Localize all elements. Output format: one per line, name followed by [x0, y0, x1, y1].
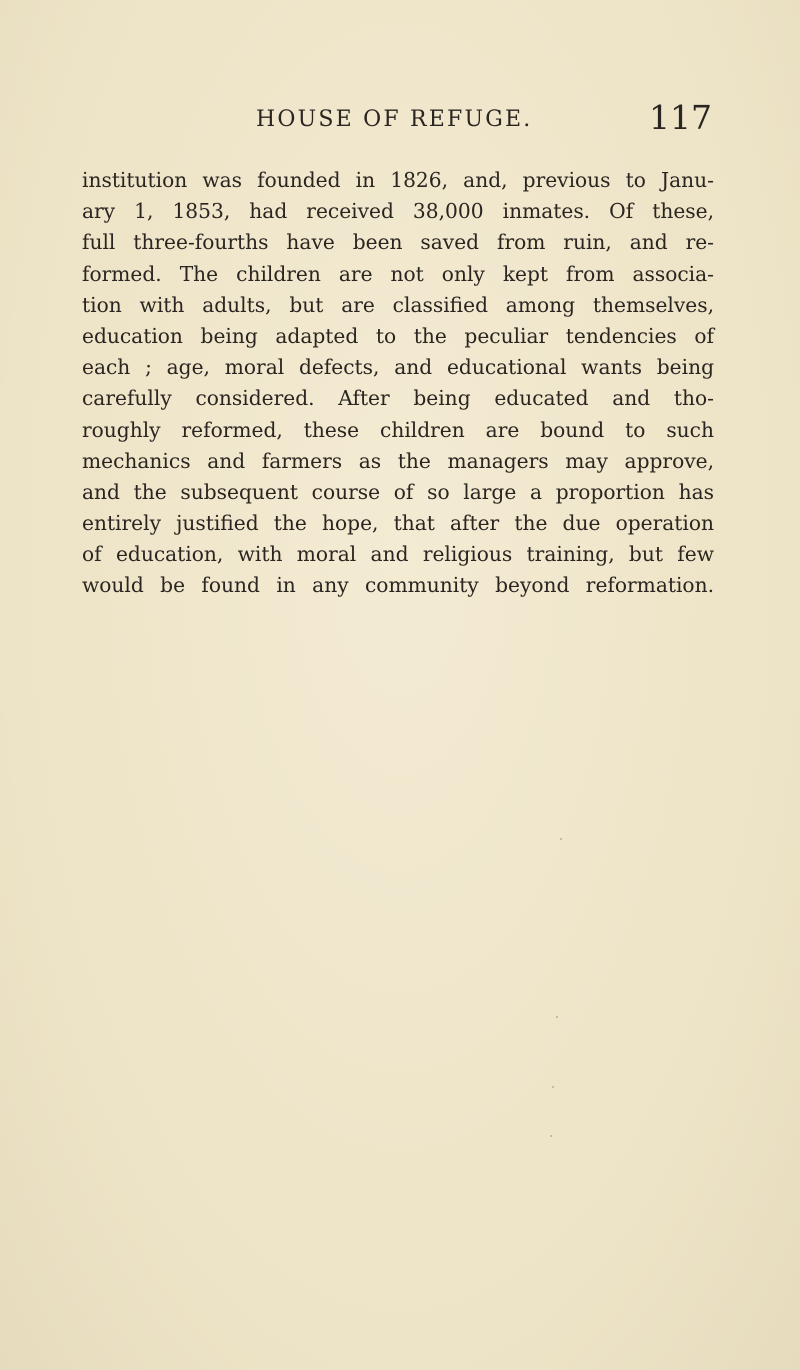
text-line: mechanics and farmers as the managers may approve, [82, 448, 714, 473]
text-line: ary 1, 1853, had received 38,000 inmates. Of these, [82, 199, 714, 224]
paper-speck [552, 1086, 554, 1088]
text-line: of education, with moral and religious training, but few [82, 542, 714, 567]
paper-speck [560, 838, 562, 840]
paper-speck [556, 1016, 558, 1018]
text-line: full three-fourths have been saved from ruin, and re- [82, 230, 714, 255]
paper-speck [550, 1135, 552, 1137]
text-line: formed. The children are not only kept from associa- [82, 261, 714, 286]
page-number: 117 [649, 98, 712, 137]
body-paragraph [82, 165, 714, 602]
text-line: institution was founded in 1826, and, previous to Janu- [82, 168, 714, 192]
text-line: roughly reformed, these children are bound to such [82, 417, 714, 442]
text-line: and the subsequent course of so large a proportion has [82, 479, 714, 504]
text-line: would be found in any community beyond reformation. [82, 573, 714, 598]
running-title: HOUSE OF REFUGE. [256, 107, 533, 132]
running-head [82, 98, 712, 137]
text-line: tion with adults, but are classified among themselves, [82, 292, 714, 317]
text-line: carefully considered. After being educated and tho- [82, 386, 714, 411]
text-line: education being adapted to the peculiar tendencies of [82, 323, 714, 348]
text-line: entirely justified the hope, that after the due operation [82, 511, 714, 536]
text-line: each ; age, moral defects, and educational wants being [82, 355, 714, 380]
